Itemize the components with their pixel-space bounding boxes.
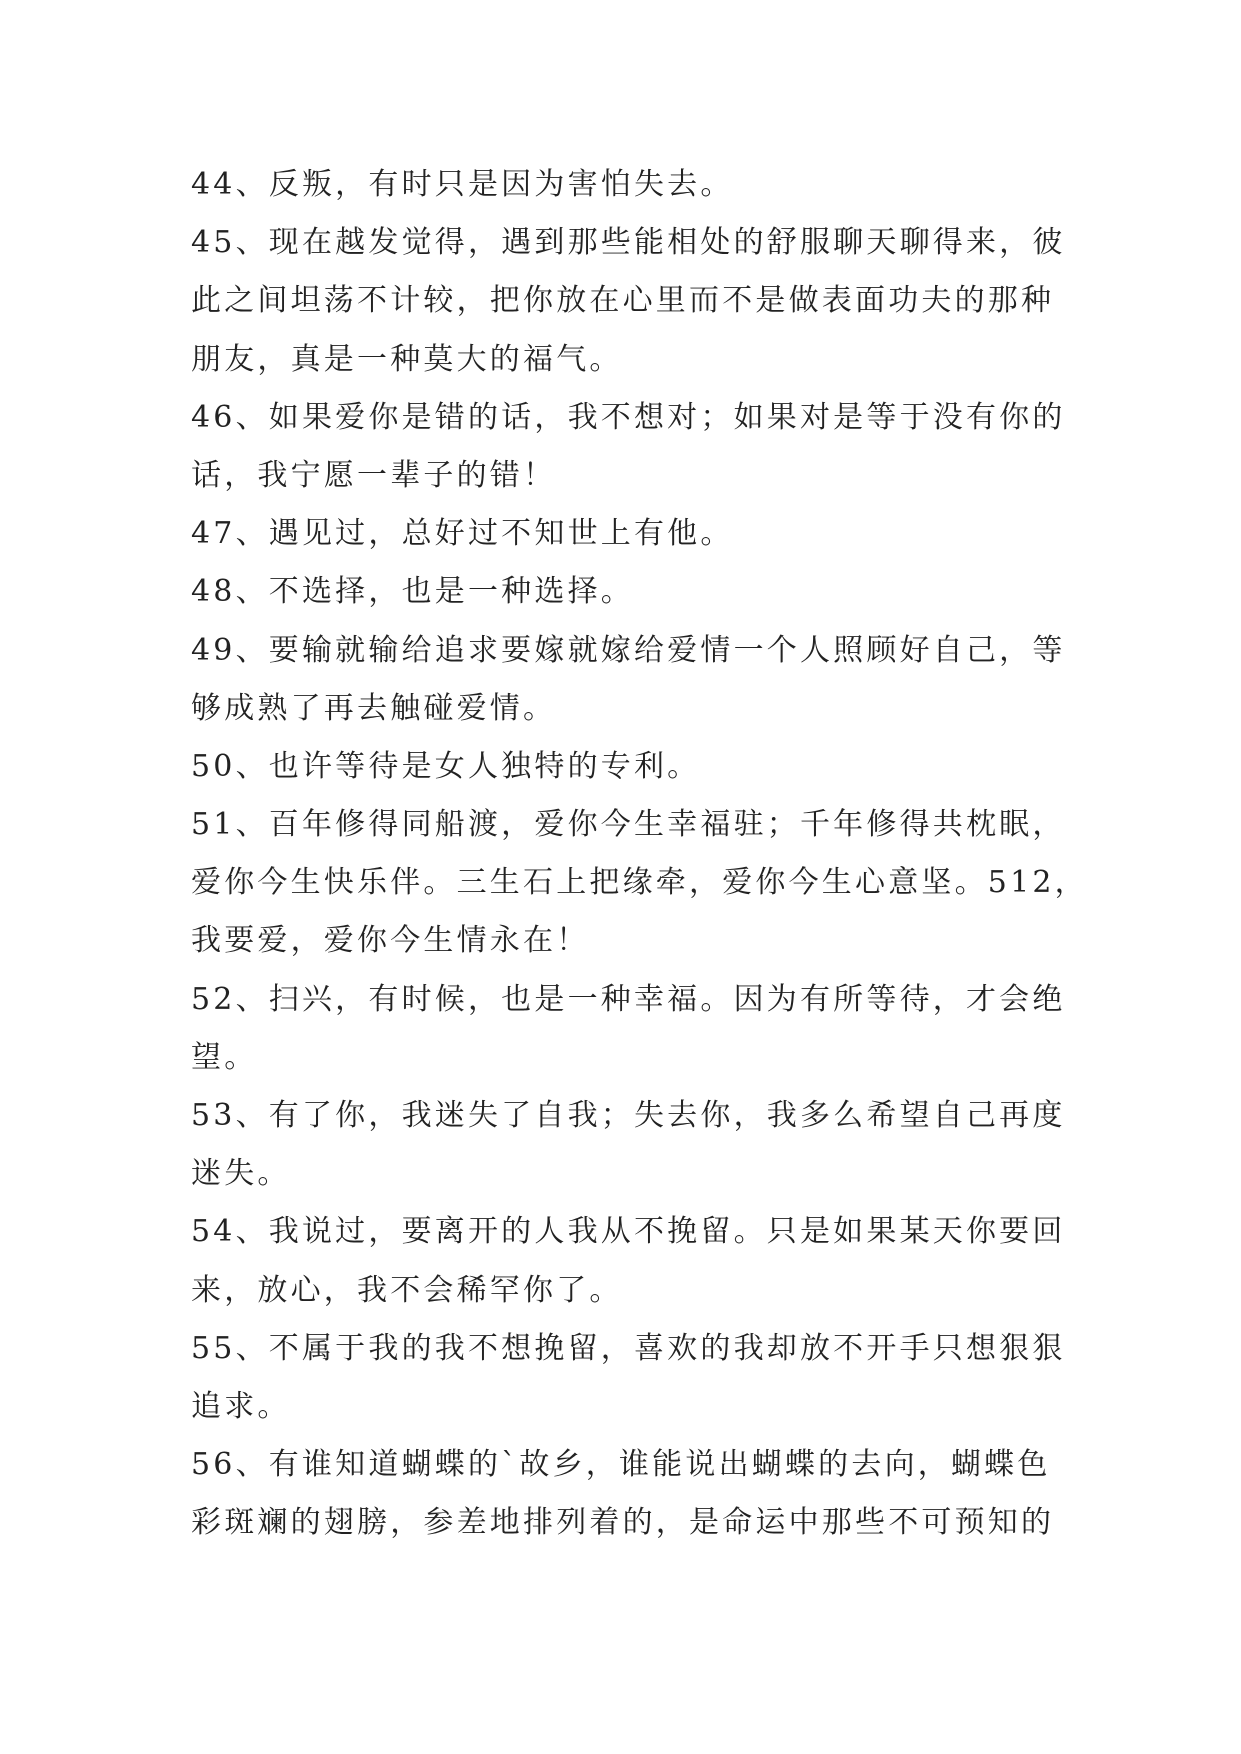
text-line: 51、百年修得同船渡，爱你今生幸福驻；千年修得共枕眠， xyxy=(191,807,1066,843)
text-line: 53、有了你，我迷失了自我；失去你，我多么希望自己再度 xyxy=(191,1098,1066,1133)
text-line: 追求。 xyxy=(191,1388,291,1424)
text-line: 彩斑斓的翅膀，参差地排列着的，是命运中那些不可预知的 xyxy=(191,1505,1055,1541)
text-line: 来，放心，我不会稀罕你了。 xyxy=(191,1272,623,1308)
text-line: 49、要输就输给追求要嫁就嫁给爱情一个人照顾好自己，等 xyxy=(191,632,1066,668)
text-line: 此之间坦荡不计较，把你放在心里而不是做表面功夫的那种 xyxy=(191,283,1055,319)
text-line: 朋友，真是一种莫大的福气。 xyxy=(191,341,623,377)
document-body xyxy=(191,156,1088,1553)
text-line: 54、我说过，要离开的人我从不挽留。只是如果某天你要回 xyxy=(191,1214,1066,1250)
text-line: 44、反叛，有时只是因为害怕失去。 xyxy=(191,167,734,202)
text-line: 45、现在越发觉得，遇到那些能相处的舒服聊天聊得来，彼 xyxy=(191,225,1066,261)
text-line: 52、扫兴，有时候，也是一种幸福。因为有所等待，才会绝 xyxy=(191,981,1066,1017)
text-line: 55、不属于我的我不想挽留，喜欢的我却放不开手只想狠狠 xyxy=(191,1330,1066,1366)
text-line: 爱你今生快乐伴。三生石上把缘牵，爱你今生心意坚。512， xyxy=(191,865,1088,901)
text-line: 50、也许等待是女人独特的专利。 xyxy=(191,748,701,784)
text-line: 话，我宁愿一辈子的错！ xyxy=(191,457,557,493)
text-line: 46、如果爱你是错的话，我不想对；如果对是等于没有你的 xyxy=(191,399,1066,435)
text-line: 够成熟了再去触碰爱情。 xyxy=(191,690,557,726)
text-line: 48、不选择，也是一种选择。 xyxy=(191,574,634,610)
text-line: 望。 xyxy=(191,1039,258,1075)
text-line: 我要爱，爱你今生情永在！ xyxy=(191,923,590,959)
text-line: 47、遇见过，总好过不知世上有他。 xyxy=(191,516,734,552)
text-line: 56、有谁知道蝴蝶的`故乡，谁能说出蝴蝶的去向，蝴蝶色 xyxy=(191,1447,1051,1483)
text-line: 迷失。 xyxy=(191,1156,291,1192)
